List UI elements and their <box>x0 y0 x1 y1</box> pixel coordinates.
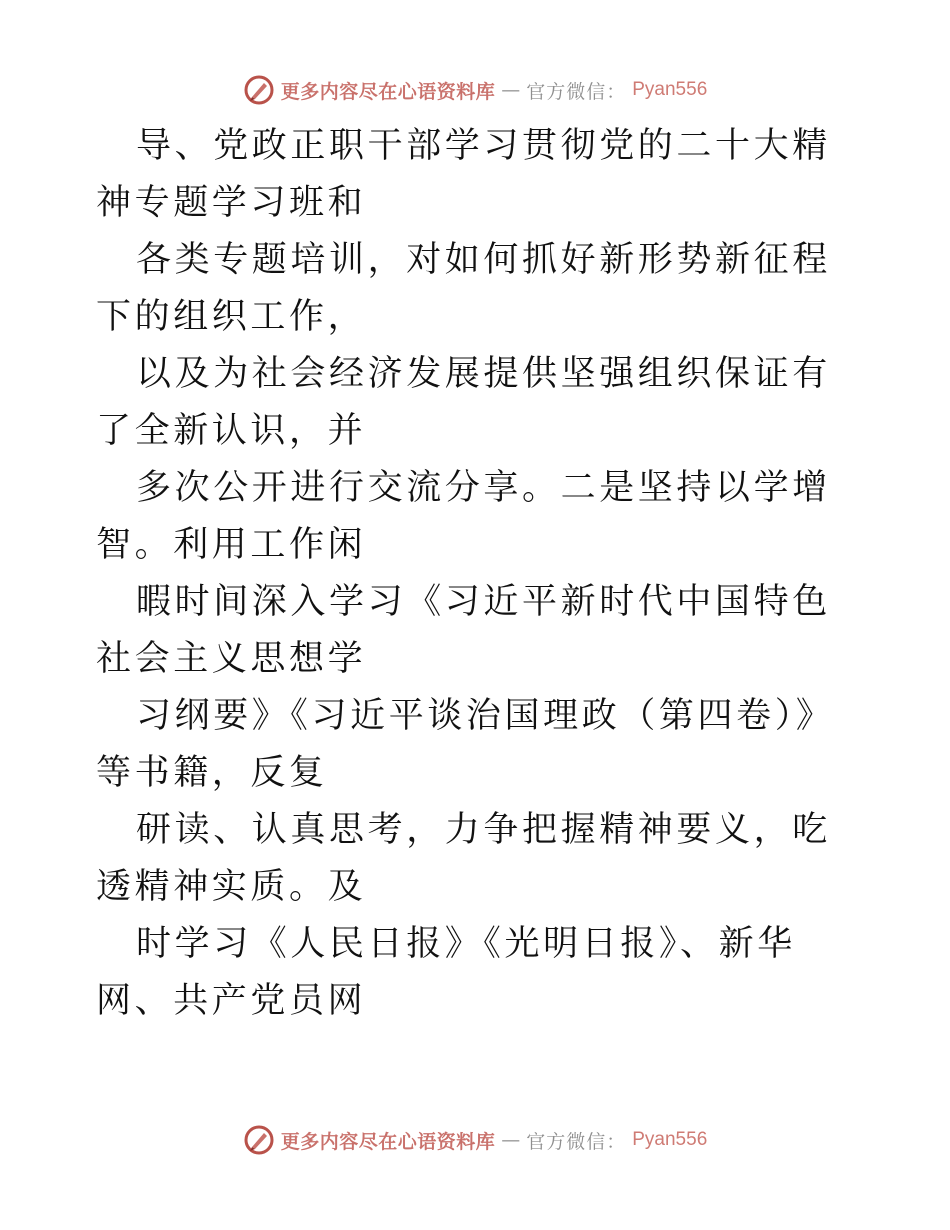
paragraph: 多次公开进行交流分享。二是坚持以学增智。利用工作闲 <box>96 468 831 565</box>
document-body <box>96 118 856 1030</box>
watermark-wechat-label: 官方微信： <box>526 1130 627 1153</box>
watermark-separator: — <box>501 79 521 101</box>
paragraph: 以及为社会经济发展提供坚强组织保证有了全新认识，并 <box>96 354 831 451</box>
paragraph: 各类专题培训，对如何抓好新形势新征程下的组织工作， <box>96 240 831 337</box>
watermark-wechat-label: 官方微信： <box>526 80 627 103</box>
watermark-site-text: 更多内容尽在心语资料库 <box>280 1130 496 1153</box>
watermark-site-text: 更多内容尽在心语资料库 <box>280 80 496 103</box>
watermark-separator: — <box>501 1129 521 1151</box>
paragraph: 习纲要》《习近平谈治国理政（第四卷）》等书籍，反复 <box>96 696 835 793</box>
paragraph: 时学习《人民日报》《光明日报》、新华网、共产党员网 <box>96 924 796 1021</box>
pen-logo-icon <box>243 1124 275 1156</box>
paragraph: 导、党政正职干部学习贯彻党的二十大精神专题学习班和 <box>96 126 831 223</box>
header-watermark <box>0 70 950 110</box>
pen-logo-icon <box>243 74 275 106</box>
paragraph: 暇时间深入学习《习近平新时代中国特色社会主义思想学 <box>96 582 831 679</box>
footer-watermark <box>0 1120 950 1160</box>
watermark-wechat-id: Pyan556 <box>632 79 708 100</box>
paragraph: 研读、认真思考，力争把握精神要义，吃透精神实质。及 <box>96 810 831 907</box>
watermark-wechat-id: Pyan556 <box>632 1129 708 1150</box>
